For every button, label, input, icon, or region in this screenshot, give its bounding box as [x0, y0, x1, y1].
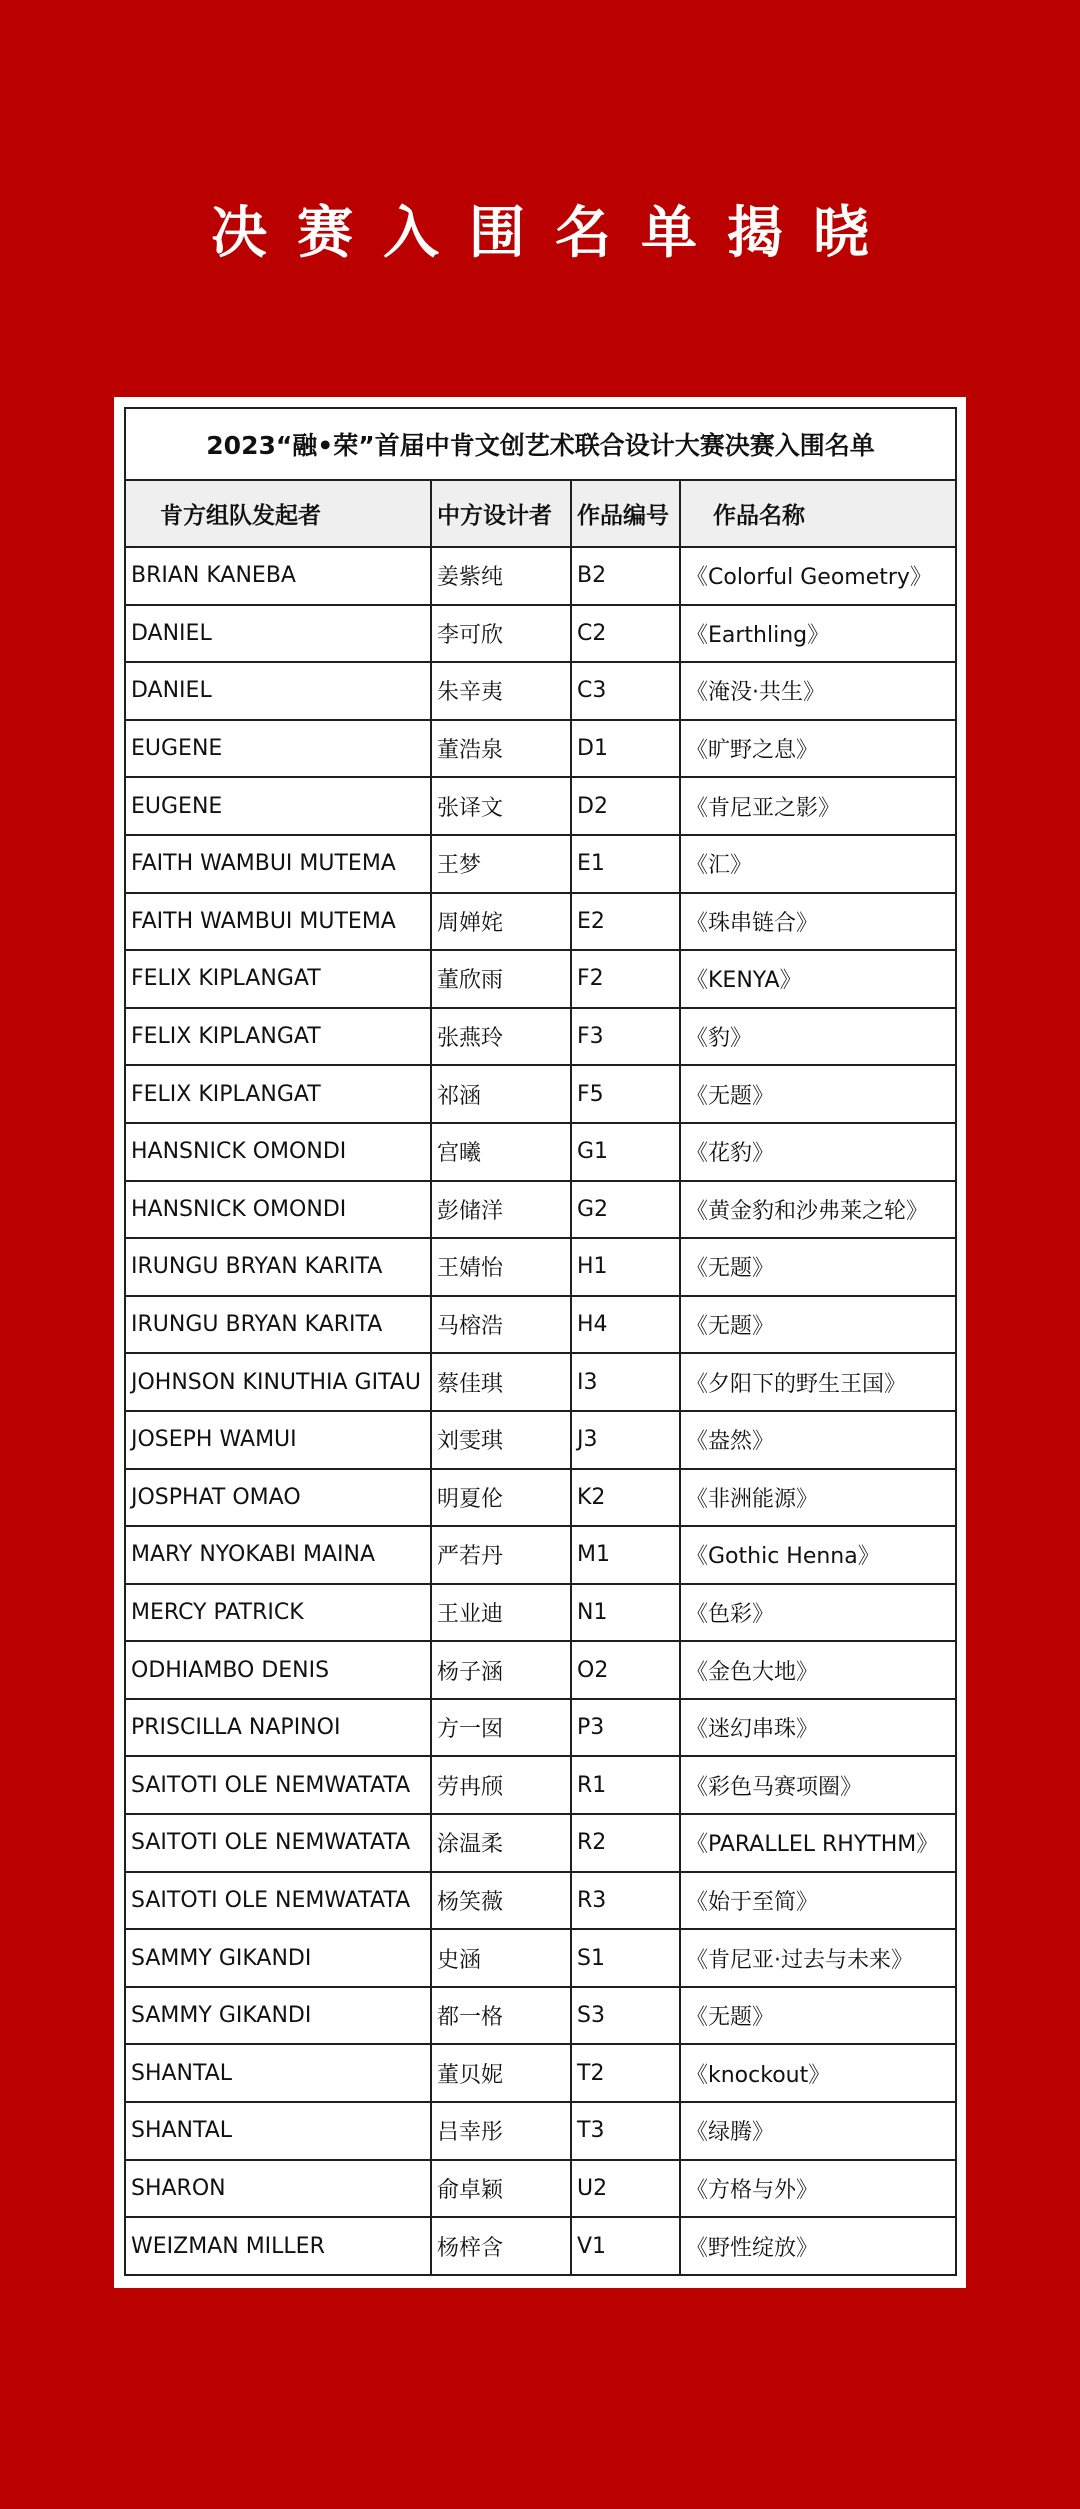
cell-initiator: HANSNICK OMONDI: [125, 1123, 431, 1181]
cell-initiator: MERCY PATRICK: [125, 1584, 431, 1642]
cell-work: 《淹没·共生》: [680, 662, 956, 720]
cell-initiator: JOSEPH WAMUI: [125, 1411, 431, 1469]
cell-work: 《花豹》: [680, 1123, 956, 1181]
table-row: [125, 1123, 956, 1181]
cell-initiator: FAITH WAMBUI MUTEMA: [125, 835, 431, 893]
table-row: [125, 1756, 956, 1814]
cell-designer: 吕幸彤: [431, 2102, 571, 2160]
cell-work: 《色彩》: [680, 1584, 956, 1642]
cell-code: U2: [571, 2160, 680, 2218]
cell-designer: 杨子涵: [431, 1641, 571, 1699]
cell-work: 《迷幻串珠》: [680, 1699, 956, 1757]
page-title: 决赛入围名单揭晓: [211, 201, 899, 266]
cell-code: V1: [571, 2217, 680, 2275]
cell-code: R3: [571, 1872, 680, 1930]
cell-initiator: SAITOTI OLE NEMWATATA: [125, 1814, 431, 1872]
cell-designer: 宫曦: [431, 1123, 571, 1181]
cell-work: 《夕阳下的野生王国》: [680, 1353, 956, 1411]
table-row: [125, 1814, 956, 1872]
cell-code: O2: [571, 1641, 680, 1699]
cell-code: C3: [571, 662, 680, 720]
cell-code: N1: [571, 1584, 680, 1642]
cell-designer: 董贝妮: [431, 2044, 571, 2102]
table-row: [125, 1411, 956, 1469]
cell-designer: 王梦: [431, 835, 571, 893]
cell-initiator: IRUNGU BRYAN KARITA: [125, 1238, 431, 1296]
cell-work: 《金色大地》: [680, 1641, 956, 1699]
table-row: [125, 835, 956, 893]
cell-work: 《方格与外》: [680, 2160, 956, 2218]
cell-code: S1: [571, 1929, 680, 1987]
cell-code: T2: [571, 2044, 680, 2102]
cell-work: 《无题》: [680, 1065, 956, 1123]
table-row: [125, 777, 956, 835]
table-row: [125, 547, 956, 605]
cell-code: G1: [571, 1123, 680, 1181]
cell-initiator: EUGENE: [125, 720, 431, 778]
cell-code: C2: [571, 605, 680, 663]
cell-designer: 方一囡: [431, 1699, 571, 1757]
cell-initiator: JOSPHAT OMAO: [125, 1469, 431, 1527]
table-row: [125, 720, 956, 778]
cell-work: 《PARALLEL RHYTHM》: [680, 1814, 956, 1872]
cell-code: M1: [571, 1526, 680, 1584]
cell-initiator: HANSNICK OMONDI: [125, 1181, 431, 1239]
cell-code: I3: [571, 1353, 680, 1411]
cell-code: B2: [571, 547, 680, 605]
table-row: [125, 1872, 956, 1930]
cell-code: J3: [571, 1411, 680, 1469]
cell-work: 《绿腾》: [680, 2102, 956, 2160]
cell-initiator: DANIEL: [125, 605, 431, 663]
table-row: [125, 950, 956, 1008]
column-header-initiator: 肯方组队发起者: [125, 480, 431, 547]
column-header-code: 作品编号: [571, 480, 680, 547]
cell-designer: 俞卓颖: [431, 2160, 571, 2218]
cell-work: 《肯尼亚之影》: [680, 777, 956, 835]
finalist-list-card: [114, 397, 966, 2288]
table-row: [125, 2044, 956, 2102]
finalist-table: [124, 407, 957, 2276]
table-row: [125, 2160, 956, 2218]
cell-code: D1: [571, 720, 680, 778]
cell-initiator: SAITOTI OLE NEMWATATA: [125, 1756, 431, 1814]
cell-designer: 祁涵: [431, 1065, 571, 1123]
table-body: [125, 547, 956, 2275]
cell-work: 《无题》: [680, 1296, 956, 1354]
cell-work: 《Colorful Geometry》: [680, 547, 956, 605]
cell-initiator: SAMMY GIKANDI: [125, 1929, 431, 1987]
cell-initiator: WEIZMAN MILLER: [125, 2217, 431, 2275]
cell-initiator: SHANTAL: [125, 2102, 431, 2160]
cell-initiator: IRUNGU BRYAN KARITA: [125, 1296, 431, 1354]
table-row: [125, 2217, 956, 2275]
cell-designer: 刘雯琪: [431, 1411, 571, 1469]
cell-initiator: PRISCILLA NAPINOI: [125, 1699, 431, 1757]
cell-code: S3: [571, 1987, 680, 2045]
cell-designer: 杨梓含: [431, 2217, 571, 2275]
cell-designer: 朱辛夷: [431, 662, 571, 720]
cell-code: F3: [571, 1008, 680, 1066]
cell-designer: 明夏伦: [431, 1469, 571, 1527]
cell-code: P3: [571, 1699, 680, 1757]
cell-work: 《彩色马赛项圈》: [680, 1756, 956, 1814]
cell-designer: 王业迪: [431, 1584, 571, 1642]
table-row: [125, 605, 956, 663]
cell-designer: 姜紫纯: [431, 547, 571, 605]
cell-work: 《汇》: [680, 835, 956, 893]
cell-code: T3: [571, 2102, 680, 2160]
table-row: [125, 1987, 956, 2045]
cell-work: 《肯尼亚·过去与未来》: [680, 1929, 956, 1987]
cell-code: R2: [571, 1814, 680, 1872]
cell-designer: 杨笑薇: [431, 1872, 571, 1930]
cell-designer: 劳冉颀: [431, 1756, 571, 1814]
cell-initiator: JOHNSON KINUTHIA GITAU: [125, 1353, 431, 1411]
cell-designer: 蔡佳琪: [431, 1353, 571, 1411]
cell-code: D2: [571, 777, 680, 835]
cell-initiator: SHANTAL: [125, 2044, 431, 2102]
table-row: [125, 1065, 956, 1123]
cell-designer: 严若丹: [431, 1526, 571, 1584]
cell-code: G2: [571, 1181, 680, 1239]
cell-designer: 涂温柔: [431, 1814, 571, 1872]
cell-code: H4: [571, 1296, 680, 1354]
table-row: [125, 893, 956, 951]
cell-initiator: SAMMY GIKANDI: [125, 1987, 431, 2045]
table-row: [125, 662, 956, 720]
cell-work: 《野性绽放》: [680, 2217, 956, 2275]
table-row: [125, 1008, 956, 1066]
cell-initiator: SAITOTI OLE NEMWATATA: [125, 1872, 431, 1930]
cell-initiator: EUGENE: [125, 777, 431, 835]
table-row: [125, 1181, 956, 1239]
table-row: [125, 1641, 956, 1699]
cell-work: 《knockout》: [680, 2044, 956, 2102]
cell-work: 《旷野之息》: [680, 720, 956, 778]
cell-work: 《Gothic Henna》: [680, 1526, 956, 1584]
cell-code: E1: [571, 835, 680, 893]
cell-initiator: MARY NYOKABI MAINA: [125, 1526, 431, 1584]
table-caption-row: [125, 408, 956, 480]
cell-designer: 彭储洋: [431, 1181, 571, 1239]
cell-work: 《盎然》: [680, 1411, 956, 1469]
cell-designer: 周婵姹: [431, 893, 571, 951]
cell-work: 《非洲能源》: [680, 1469, 956, 1527]
table-row: [125, 1929, 956, 1987]
cell-designer: 王婧怡: [431, 1238, 571, 1296]
table-row: [125, 1353, 956, 1411]
table-row: [125, 1526, 956, 1584]
cell-initiator: FELIX KIPLANGAT: [125, 1065, 431, 1123]
cell-initiator: FAITH WAMBUI MUTEMA: [125, 893, 431, 951]
cell-code: F2: [571, 950, 680, 1008]
cell-initiator: FELIX KIPLANGAT: [125, 1008, 431, 1066]
cell-code: F5: [571, 1065, 680, 1123]
cell-work: 《黄金豹和沙弗莱之轮》: [680, 1181, 956, 1239]
cell-designer: 董欣雨: [431, 950, 571, 1008]
cell-initiator: SHARON: [125, 2160, 431, 2218]
column-header-designer: 中方设计者: [431, 480, 571, 547]
cell-designer: 张译文: [431, 777, 571, 835]
cell-work: 《无题》: [680, 1987, 956, 2045]
cell-code: E2: [571, 893, 680, 951]
cell-code: H1: [571, 1238, 680, 1296]
cell-work: 《KENYA》: [680, 950, 956, 1008]
table-row: [125, 1238, 956, 1296]
table-row: [125, 1296, 956, 1354]
cell-work: 《豹》: [680, 1008, 956, 1066]
column-header-work: 作品名称: [680, 480, 956, 547]
table-row: [125, 2102, 956, 2160]
table-header-row: [125, 480, 956, 547]
cell-designer: 张燕玲: [431, 1008, 571, 1066]
table-row: [125, 1699, 956, 1757]
cell-work: 《始于至简》: [680, 1872, 956, 1930]
table-row: [125, 1584, 956, 1642]
cell-designer: 史涵: [431, 1929, 571, 1987]
cell-work: 《无题》: [680, 1238, 956, 1296]
cell-initiator: BRIAN KANEBA: [125, 547, 431, 605]
cell-code: K2: [571, 1469, 680, 1527]
cell-work: 《珠串链合》: [680, 893, 956, 951]
cell-designer: 李可欣: [431, 605, 571, 663]
cell-work: 《Earthling》: [680, 605, 956, 663]
cell-code: R1: [571, 1756, 680, 1814]
table-caption: 2023“融•荣”首届中肯文创艺术联合设计大赛决赛入围名单: [125, 408, 956, 480]
cell-designer: 董浩泉: [431, 720, 571, 778]
cell-initiator: DANIEL: [125, 662, 431, 720]
cell-designer: 都一格: [431, 1987, 571, 2045]
cell-designer: 马榕浩: [431, 1296, 571, 1354]
cell-initiator: FELIX KIPLANGAT: [125, 950, 431, 1008]
cell-initiator: ODHIAMBO DENIS: [125, 1641, 431, 1699]
table-row: [125, 1469, 956, 1527]
